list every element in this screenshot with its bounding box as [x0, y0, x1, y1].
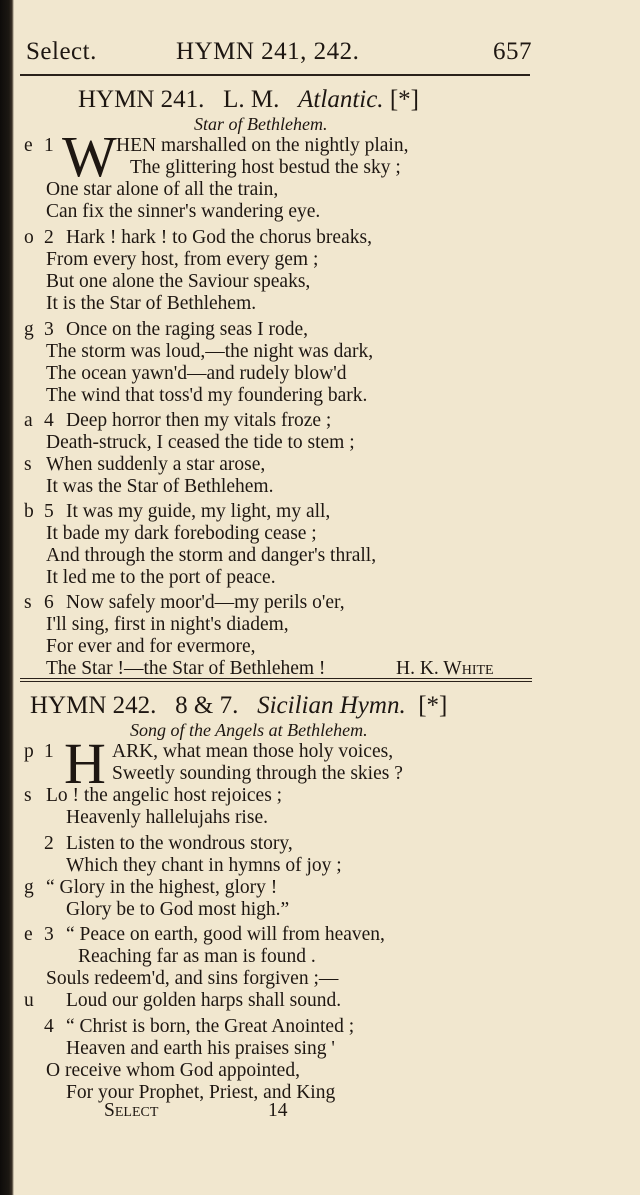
running-head — [26, 38, 532, 72]
header-rule — [20, 74, 530, 76]
verse-line: Heaven and earth his praises sing ' — [66, 1038, 335, 1059]
hymn-242-heading — [30, 692, 447, 720]
stanza-number: 3 — [44, 319, 54, 340]
verse-line: Which they chant in hymns of joy ; — [66, 855, 342, 876]
verse-line: HEN marshalled on the nightly plain, — [116, 135, 409, 156]
hymn-241-number: HYMN 241. — [78, 86, 205, 113]
dynamic-mark: b — [24, 501, 34, 522]
verse-line: It was the Star of Bethlehem. — [46, 476, 274, 497]
verse-line: “ Peace on earth, good will from heaven, — [66, 924, 385, 945]
verse-line: Souls redeem'd, and sins forgiven ;— — [46, 968, 339, 989]
running-head-center: HYMN 241, 242. — [176, 38, 360, 65]
verse-line: Deep horror then my vitals froze ; — [66, 410, 332, 431]
verse-line: Heavenly hallelujahs rise. — [66, 807, 268, 828]
verse-line: One star alone of all the train, — [46, 179, 279, 200]
hymn-241-heading — [78, 86, 419, 114]
hymn-242-tune: Sicilian Hymn. — [257, 692, 406, 719]
hymn-242-number: HYMN 242. — [30, 692, 157, 719]
hymn-241-tune: Atlantic. — [298, 86, 384, 113]
verse-line: The storm was loud,—the night was dark, — [46, 341, 374, 362]
verse-line: Glory be to God most high.” — [66, 899, 290, 920]
verse-line: When suddenly a star arose, — [46, 454, 266, 475]
verse-line: It is the Star of Bethlehem. — [46, 293, 257, 314]
hymn-241-mark: [*] — [389, 86, 419, 113]
verse-line: And through the storm and danger's thrall, — [46, 545, 377, 566]
stanza-number: 4 — [44, 410, 54, 431]
verse-line: For ever and for evermore, — [46, 636, 256, 657]
verse-line: For your Prophet, Priest, and King — [66, 1082, 336, 1103]
book-spine-shadow — [0, 0, 14, 1195]
verse-line: But one alone the Saviour speaks, — [46, 271, 311, 292]
section-divider — [20, 678, 532, 682]
stanza-number: 5 — [44, 501, 54, 522]
verse-line: It led me to the port of peace. — [46, 567, 276, 588]
stanza-number: 6 — [44, 592, 54, 613]
dynamic-mark: s — [24, 592, 32, 613]
dynamic-mark: p — [24, 741, 34, 762]
dynamic-mark: a — [24, 410, 33, 431]
stanza-number: 4 — [44, 1016, 54, 1037]
dynamic-mark: e — [24, 135, 33, 156]
page-number: 657 — [493, 38, 532, 65]
verse-line: The ocean yawn'd—and rudely blow'd — [46, 363, 347, 384]
stanza-number: 1 — [44, 741, 54, 762]
verse-line: Sweetly sounding through the skies ? — [112, 763, 403, 784]
hymn-242-meter: 8 & 7. — [175, 692, 239, 719]
verse-line: Death-struck, I ceased the tide to stem ; — [46, 432, 355, 453]
verse-line: Once on the raging seas I rode, — [66, 319, 309, 340]
verse-line: Loud our golden harps shall sound. — [66, 990, 342, 1011]
dynamic-mark: g — [24, 877, 34, 898]
verse-line: The glittering host bestud the sky ; — [130, 157, 401, 178]
sheet-number: 14 — [268, 1100, 288, 1121]
dynamic-mark: o — [24, 227, 34, 248]
stanza-number: 2 — [44, 833, 54, 854]
hymn-241-subtitle: Star of Bethlehem. — [194, 114, 328, 134]
dynamic-mark: s — [24, 454, 32, 475]
verse-line: The Star !—the Star of Bethlehem ! — [46, 658, 326, 679]
dynamic-mark: e — [24, 924, 33, 945]
verse-line: O receive whom God appointed, — [46, 1060, 300, 1081]
verse-line: “ Christ is born, the Great Anointed ; — [66, 1016, 355, 1037]
drop-cap: H — [64, 731, 106, 796]
verse-line: It bade my dark foreboding cease ; — [46, 523, 317, 544]
verse-line: “ Glory in the highest, glory ! — [46, 877, 278, 898]
verse-line: Reaching far as man is found . — [78, 946, 316, 967]
dynamic-mark: s — [24, 785, 32, 806]
dynamic-mark: u — [24, 990, 34, 1011]
hymn-242-mark: [*] — [418, 692, 448, 719]
hymn-242-subtitle: Song of the Angels at Bethlehem. — [130, 720, 368, 740]
verse-line: Listen to the wondrous story, — [66, 833, 293, 854]
verse-line: The wind that toss'd my foundering bark. — [46, 385, 368, 406]
dynamic-mark: g — [24, 319, 34, 340]
verse-line: Hark ! hark ! to God the chorus breaks, — [66, 227, 372, 248]
verse-line: ARK, what mean those holy voices, — [112, 741, 394, 762]
signature-mark: Select — [104, 1100, 159, 1121]
drop-cap: W — [62, 124, 117, 189]
verse-line: From every host, from every gem ; — [46, 249, 319, 270]
stanza-number: 3 — [44, 924, 54, 945]
verse-line: Can fix the sinner's wandering eye. — [46, 201, 321, 222]
stanza-number: 1 — [44, 135, 54, 156]
verse-line: Now safely moor'd—my perils o'er, — [66, 592, 345, 613]
verse-line: Lo ! the angelic host rejoices ; — [46, 785, 283, 806]
hymn-241-meter: L. M. — [223, 86, 280, 113]
stanza-number: 2 — [44, 227, 54, 248]
verse-line: It was my guide, my light, my all, — [66, 501, 331, 522]
running-head-left: Select. — [26, 38, 97, 65]
author-credit: H. K. White — [396, 658, 494, 679]
verse-line: I'll sing, first in night's diadem, — [46, 614, 289, 635]
